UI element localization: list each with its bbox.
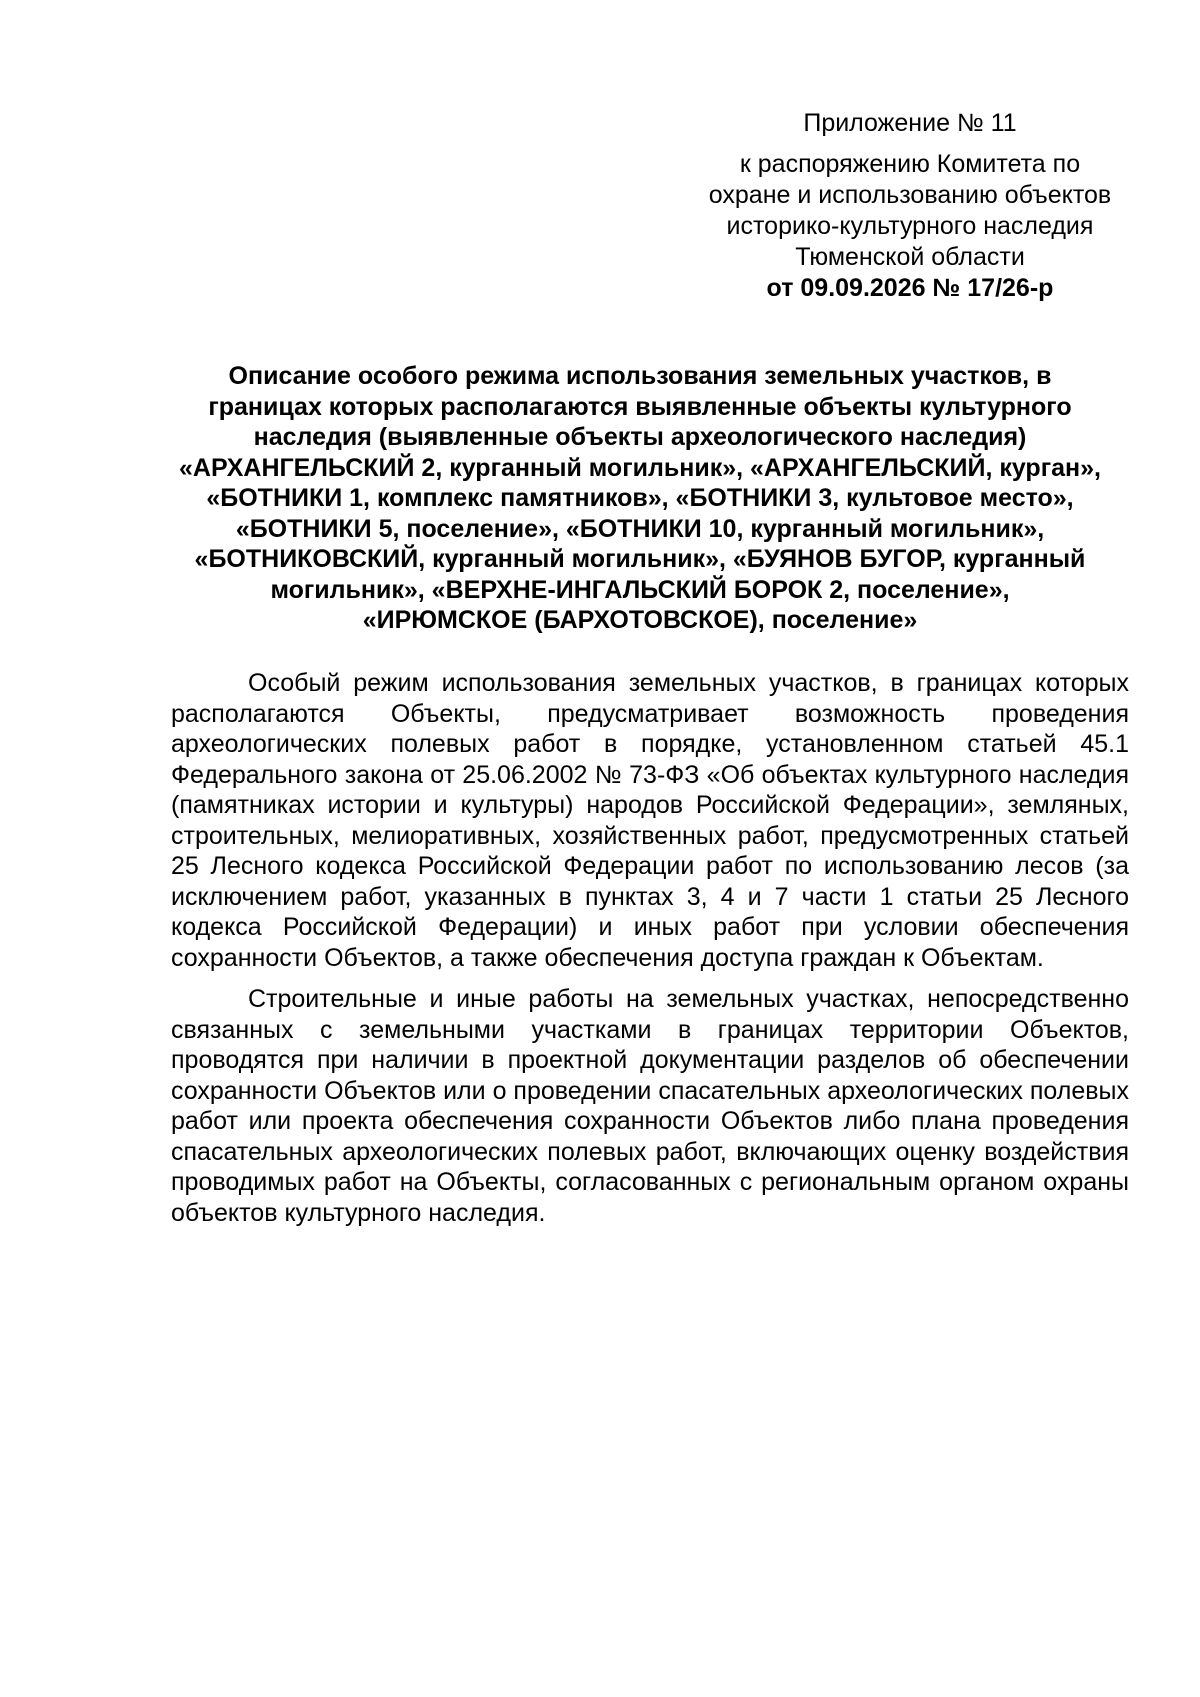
title-line: «АРХАНГЕЛЬСКИЙ 2, курганный могильник», «АРХАНГЕЛЬСКИЙ, курган», — [179, 453, 1101, 482]
appendix-line: Тюменской области — [795, 243, 1025, 271]
body-paragraph: Особый режим использования земельных участков, в границах которых располагаются Объекты, предусматривает возможность проведения археологических полевых работ в порядке, установленном статьей 45.1 Федерального закона от 25.06.2002 № 73-ФЗ «Об объектах культурного наследия (памятниках истории и культуры) народов Российской Федерации», земляных, строительных, мелиоративных, хозяйственных работ, предусмотренных статьей 25 Лесного кодекса Российской Федерации работ по использованию лесов (за исключением работ, указанных в пунктах 3, 4 и 7 части 1 статьи 25 Лесного кодекса Российской Федерации) и иных работ при условии обеспечения сохранности Объектов, а также обеспечения доступа граждан к Объектам. — [171, 669, 1129, 972]
title-line: могильник», «ВЕРХНЕ-ИНГАЛЬСКИЙ БОРОК 2, поселение», — [270, 575, 1010, 604]
title-line: Описание особого режима использования земельных участков, в — [228, 362, 1052, 390]
title-line: «БОТНИКОВСКИЙ, курганный могильник», «БУЯНОВ БУГОР, курганный — [194, 545, 1086, 573]
title-line: наследия (выявленные объекты археологического наследия) — [253, 423, 1027, 451]
appendix-line: к распоряжению Комитета по — [739, 150, 1081, 178]
title-line: границах которых располагаются выявленные объекты культурного — [208, 392, 1072, 421]
title-line: «БОТНИКИ 5, поселение», «БОТНИКИ 10, курганный могильник», — [235, 514, 1045, 543]
appendix-line: историко-культурного наследия — [726, 212, 1094, 240]
title-line: «БОТНИКИ 1, комплекс памятников», «БОТНИКИ 3, культовое место», — [206, 484, 1074, 512]
appendix-line: охране и использованию объектов — [708, 181, 1112, 209]
body-paragraph: Строительные и иные работы на земельных участках, непосредственно связанных с земельными участками в границах территории Объектов, проводятся при наличии в проектной документации разделов об обеспечении сохранности Объектов или о проведении спасательных археологических полевых работ или проекта обеспечения сохранности Объектов либо плана проведения спасательных археологических полевых работ, включающих оценку воздействия проводимых работ на Объекты, согласованных с региональным органом охраны объектов культурного наследия. — [171, 985, 1129, 1227]
appendix-date: от 09.09.2026 № 17/26-р — [766, 274, 1054, 302]
document-body — [171, 668, 1129, 1239]
document-title — [160, 361, 1120, 636]
title-line: «ИРЮМСКОЕ (БАРХОТОВСКОЕ), поселение» — [362, 606, 918, 634]
appendix-number: Приложение № 11 — [803, 109, 1017, 137]
appendix-header — [690, 108, 1130, 304]
